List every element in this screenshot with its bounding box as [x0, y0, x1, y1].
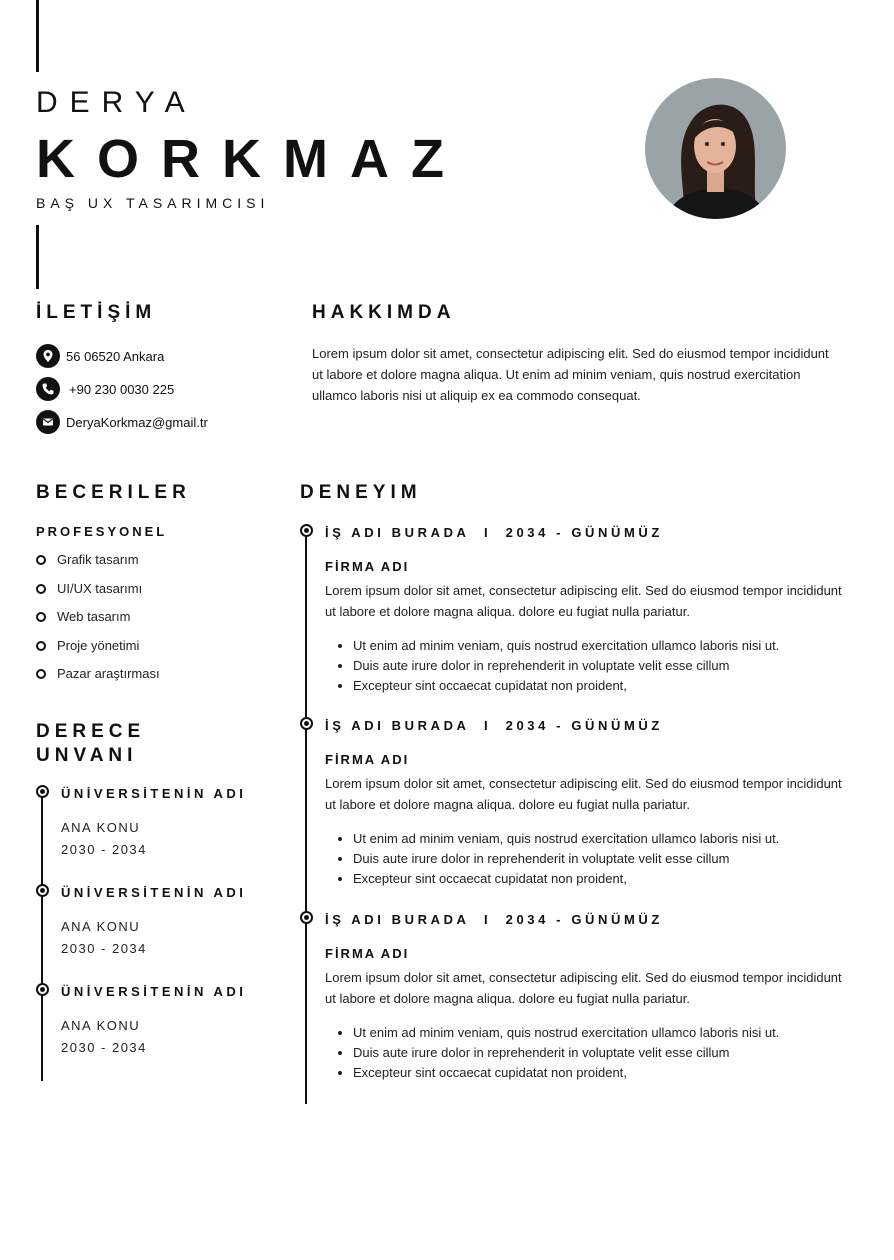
skill-item: [36, 552, 139, 567]
timeline-dot-icon: [300, 524, 313, 537]
company-name: FİRMA ADI: [325, 559, 410, 574]
job-heading: [325, 525, 663, 540]
mail-icon: [36, 410, 60, 434]
contact-heading: İLETİŞİM: [36, 302, 157, 323]
education-heading-line1: DERECE: [36, 721, 146, 742]
location-pin-icon: [36, 344, 60, 368]
job-title-text: İŞ ADI BURADA: [325, 718, 470, 733]
job-title: BAŞ UX TASARIMCISI: [36, 195, 270, 211]
bullet-item: • Duis aute irure dolor in reprehenderit in voluptate velit esse cillum: [353, 1043, 855, 1063]
timeline-dot-icon: [36, 785, 49, 798]
skill-label: UI/UX tasarımı: [57, 581, 143, 596]
bullet-item: • Ut enim ad minim veniam, quis nostrud exercitation ullamco laboris nisi ut.: [353, 1023, 855, 1043]
bullet-item: • Excepteur sint occaecat cupidatat non proident,: [353, 676, 855, 696]
university-name: ÜNİVERSİTENİN ADI: [61, 885, 247, 900]
bullet-ring-icon: [36, 669, 46, 679]
phone-icon: [36, 377, 60, 401]
years: 2030 - 2034: [61, 1040, 147, 1055]
last-name: KORKMAZ: [36, 129, 466, 189]
experience-timeline-line: [305, 530, 307, 1104]
major: ANA KONU: [61, 919, 141, 934]
lower-accent-bar: [36, 225, 39, 289]
company-name: FİRMA ADI: [325, 752, 410, 767]
job-period: 2034 - GÜNÜMÜZ: [505, 718, 663, 733]
years: 2030 - 2034: [61, 941, 147, 956]
first-name: DERYA: [36, 86, 197, 119]
timeline-dot-icon: [36, 884, 49, 897]
university-name: ÜNİVERSİTENİN ADI: [61, 786, 247, 801]
job-description: Lorem ipsum dolor sit amet, consectetur adipiscing elit. Sed do eiusmod tempor incididunt ut labore et dolore magna aliqua. dolore eu fugiat nulla pariatur.: [325, 970, 842, 1006]
skill-item: [36, 666, 160, 681]
job-title-text: İŞ ADI BURADA: [325, 912, 470, 927]
job-description: Lorem ipsum dolor sit amet, consectetur adipiscing elit. Sed do eiusmod tempor incididunt ut labore et dolore magna aliqua. dolore eu fugiat nulla pariatur.: [325, 583, 842, 619]
skill-label: Proje yönetimi: [57, 638, 140, 653]
timeline-dot-icon: [36, 983, 49, 996]
timeline-dot-icon: [300, 911, 313, 924]
major: ANA KONU: [61, 1018, 141, 1033]
bullet-ring-icon: [36, 584, 46, 594]
bullet-ring-icon: [36, 555, 46, 565]
skill-label: Web tasarım: [57, 609, 131, 624]
job-description: Lorem ipsum dolor sit amet, consectetur adipiscing elit. Sed do eiusmod tempor incididunt ut labore et dolore magna aliqua. dolore eu fugiat nulla pariatur.: [325, 776, 842, 812]
address-text: 56 06520 Ankara: [66, 348, 165, 364]
job-title-text: İŞ ADI BURADA: [325, 525, 470, 540]
company-name: FİRMA ADI: [325, 946, 410, 961]
major: ANA KONU: [61, 820, 141, 835]
experience-heading: DENEYIM: [300, 482, 422, 503]
job-bullets: [325, 1023, 855, 1083]
job-bullets: [325, 636, 855, 696]
profile-photo: [645, 78, 786, 219]
bullet-item: • Excepteur sint occaecat cupidatat non proident,: [353, 1063, 855, 1083]
skill-item: [36, 638, 139, 653]
education-timeline-line: [41, 791, 43, 1081]
job-period: 2034 - GÜNÜMÜZ: [505, 525, 663, 540]
job-separator: I: [483, 525, 492, 540]
bullet-item: • Excepteur sint occaecat cupidatat non proident,: [353, 869, 855, 889]
education-heading: [36, 720, 145, 768]
job-period: 2034 - GÜNÜMÜZ: [505, 912, 663, 927]
about-text: Lorem ipsum dolor sit amet, consectetur adipiscing elit. Sed do eiusmod tempor incididunt ut labore et dolore magna aliqua. Ut enim ad minim veniam, quis nostrud exercitation ullamco laboris nisi ut aliquip ex ea commodo consequat.: [312, 346, 829, 403]
job-heading: [325, 912, 663, 927]
skill-label: Grafik tasarım: [57, 552, 139, 567]
contact-email: [36, 410, 208, 434]
email-text[interactable]: DeryaKorkmaz@gmail.tr: [66, 414, 208, 430]
years: 2030 - 2034: [61, 842, 147, 857]
bullet-item: • Ut enim ad minim veniam, quis nostrud exercitation ullamco laboris nisi ut.: [353, 829, 855, 849]
top-accent-bar: [36, 0, 39, 72]
skill-item: [36, 609, 130, 624]
bullet-item: • Duis aute irure dolor in reprehenderit in voluptate velit esse cillum: [353, 656, 855, 676]
university-name: ÜNİVERSİTENİN ADI: [61, 984, 247, 999]
contact-address: [36, 344, 164, 368]
bullet-item: • Ut enim ad minim veniam, quis nostrud exercitation ullamco laboris nisi ut.: [353, 636, 855, 656]
job-separator: I: [483, 912, 492, 927]
phone-text: +90 230 0030 225: [69, 381, 175, 397]
job-separator: I: [483, 718, 492, 733]
education-heading-line2: UNVANI: [36, 745, 138, 766]
skill-item: [36, 581, 142, 596]
timeline-dot-icon: [300, 717, 313, 730]
skill-label: Pazar araştırması: [57, 666, 160, 681]
job-heading: [325, 718, 663, 733]
about-heading: HAKKIMDA: [312, 302, 456, 323]
contact-phone: [36, 377, 174, 401]
job-bullets: [325, 829, 855, 889]
skills-heading: BECERILER: [36, 482, 191, 503]
skills-subheading: PROFESYONEL: [36, 524, 168, 539]
bullet-ring-icon: [36, 612, 46, 622]
bullet-item: • Duis aute irure dolor in reprehenderit in voluptate velit esse cillum: [353, 849, 855, 869]
bullet-ring-icon: [36, 641, 46, 651]
